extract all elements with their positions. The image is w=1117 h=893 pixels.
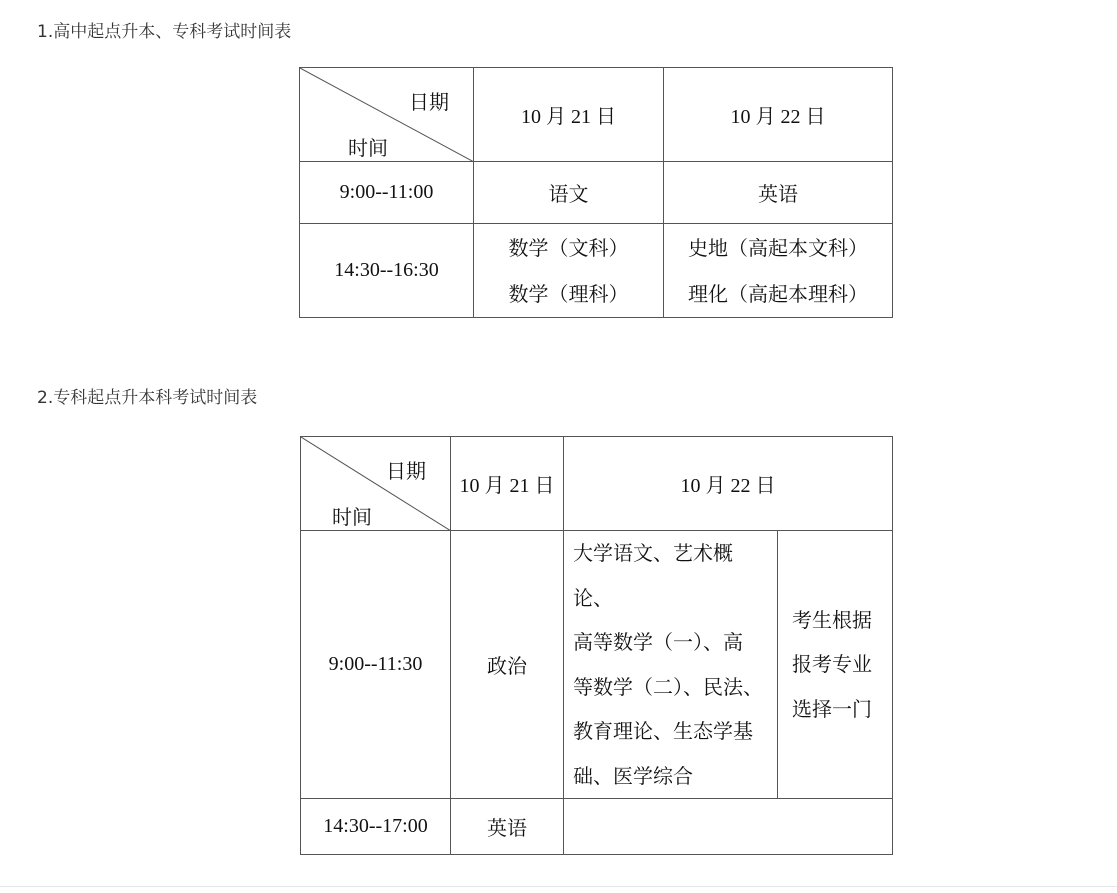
subject-line: 史地（高起本文科）: [688, 235, 868, 260]
table-row: [301, 531, 893, 799]
note-line: 考生根据: [792, 607, 872, 632]
divider: [0, 886, 1117, 887]
subject-line: 理化（高起本理科）: [688, 281, 868, 306]
time-slot: 9:00--11:00: [300, 162, 474, 224]
subject-cell: [474, 224, 664, 318]
note-cell: [778, 531, 893, 799]
subject-cell: 语文: [474, 162, 664, 224]
subject-line: 数学（理科）: [508, 281, 629, 306]
subject-line: 高等数学（一）、高: [573, 630, 743, 654]
date-header-2: 10 月 22 日: [664, 68, 893, 162]
corner-time-label: 时间: [348, 136, 388, 160]
subject-cell: 政治: [451, 531, 564, 799]
upgrade-exam-schedule-table: [300, 436, 893, 855]
time-slot: 14:30--16:30: [300, 224, 474, 318]
corner-header-cell: [301, 437, 451, 531]
subject-cell: 英语: [664, 162, 893, 224]
table-row: [300, 224, 893, 318]
subject-line: 础、医学综合: [573, 763, 693, 788]
subject-cell: [664, 224, 893, 318]
time-slot: 14:30--17:00: [301, 799, 451, 855]
diagonal-divider: [301, 437, 451, 531]
corner-header-cell: [300, 68, 474, 162]
date-header-2: 10 月 22 日: [564, 437, 893, 531]
section2-heading: 2.专科起点升本科考试时间表: [37, 388, 258, 408]
date-header-1: 10 月 21 日: [451, 437, 564, 531]
date-header-1: 10 月 21 日: [474, 68, 664, 162]
table-row: [301, 799, 893, 855]
subject-cell: 英语: [451, 799, 564, 855]
subject-line: 大学语文、艺术概论、: [573, 541, 733, 610]
time-slot: 9:00--11:30: [301, 531, 451, 799]
section1-heading: 1.高中起点升本、专科考试时间表: [37, 22, 292, 42]
subject-line: 等数学（二）、民法、: [573, 674, 763, 699]
undergrad-exam-schedule-table: [299, 67, 893, 318]
subject-list-cell: [564, 531, 778, 799]
corner-date-label: 日期: [386, 459, 426, 483]
note-line: 报考专业: [792, 652, 872, 677]
subject-line: 数学（文科）: [508, 235, 629, 260]
table-row: [300, 162, 893, 224]
subject-line: 教育理论、生态学基: [573, 719, 753, 743]
note-line: 选择一门: [792, 696, 872, 721]
corner-time-label: 时间: [332, 505, 372, 529]
corner-date-label: 日期: [409, 90, 449, 114]
empty-cell: [564, 799, 893, 855]
